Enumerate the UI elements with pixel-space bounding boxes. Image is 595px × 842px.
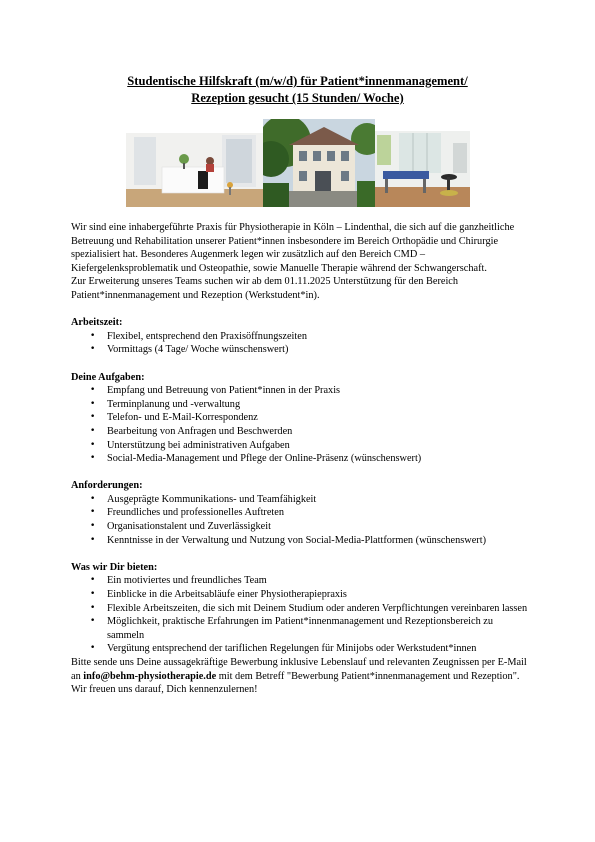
list-item: • Einblicke in die Arbeitsabläufe einer Physiotherapiepraxis xyxy=(71,588,529,602)
list-item: • Flexibel, entsprechend den Praxisöffnungszeiten xyxy=(71,330,529,344)
page-title xyxy=(60,73,535,107)
intro-paragraph-2: Zur Erweiterung unseres Teams suchen wir ab dem 01.11.2025 Unterstützung für den Bereich Patient*innenmanagement und Rezeption (Werkstudent*in). xyxy=(71,276,459,301)
list-item: • Ausgeprägte Kommunikations- und Teamfähigkeit xyxy=(71,493,529,507)
list-item: • Telefon- und E-Mail-Korrespondenz xyxy=(71,411,529,425)
arbeitszeit-list xyxy=(71,330,529,357)
reception-area-photo xyxy=(126,119,263,207)
job-posting-body xyxy=(71,221,529,697)
section-heading-anforderungen: Anforderungen: xyxy=(71,480,143,492)
closing-text-start: Bitte sende uns Deine aussagekräftige Bewerbung inklusive Lebenslauf und relevanten Zeugnissen per E-Mail an xyxy=(71,657,527,682)
anforderungen-list xyxy=(71,493,529,547)
list-item: • Unterstützung bei administrativen Aufgaben xyxy=(71,439,529,453)
list-item: • Social-Media-Management und Pflege der Online-Präsenz (wünschenswert) xyxy=(71,452,529,466)
list-item: • Ein motiviertes und freundliches Team xyxy=(71,574,529,588)
list-item: • Kenntnisse in der Verwaltung und Nutzung von Social-Media-Plattformen (wünschenswert) xyxy=(71,534,529,548)
title-line-1: Studentische Hilfskraft (m/w/d) für Patient*innenmanagement/ xyxy=(127,74,468,88)
list-item: • Terminplanung und -verwaltung xyxy=(71,398,529,412)
list-item: • Organisationstalent und Zuverlässigkeit xyxy=(71,520,529,534)
contact-email[interactable]: info@behm-physiotherapie.de xyxy=(83,670,217,682)
list-item: • Vormittags (4 Tage/ Woche wünschenswert) xyxy=(71,343,529,357)
bieten-list xyxy=(71,574,529,656)
title-line-2: Rezeption gesucht (15 Stunden/ Woche) xyxy=(191,91,404,105)
practice-building-photo xyxy=(263,119,375,207)
section-heading-arbeitszeit: Arbeitszeit: xyxy=(71,317,123,329)
closing-text-end: mit dem Betreff "Bewerbung Patient*innenmanagement und Rezeption". Wir freuen uns darauf, Dich kennenzulernen! xyxy=(71,670,520,696)
aufgaben-list xyxy=(71,384,529,466)
list-item: • Flexible Arbeitszeiten, die sich mit Deinem Studium oder anderen Verpflichtungen vereinbaren lassen xyxy=(71,602,529,616)
list-item: • Vergütung entsprechend der tariflichen Regelungen für Minijobs oder Werkstudent*innen xyxy=(71,642,529,656)
treatment-room-photo xyxy=(375,119,470,207)
list-item: • Bearbeitung von Anfragen und Beschwerden xyxy=(71,425,529,439)
closing-paragraph xyxy=(71,656,529,697)
header-photos xyxy=(126,119,470,207)
section-heading-aufgaben: Deine Aufgaben: xyxy=(71,371,145,383)
section-heading-bieten: Was wir Dir bieten: xyxy=(71,561,158,573)
list-item: • Möglichkeit, praktische Erfahrungen im Patient*innenmanagement und Rezeptionsbereich zu sammeln xyxy=(71,615,529,642)
list-item: • Empfang und Betreuung von Patient*innen in der Praxis xyxy=(71,384,529,398)
intro-paragraph: Wir sind eine inhabergeführte Praxis für Physiotherapie in Köln – Lindenthal, die sich auf die ganzheitliche Betreuung und Rehabilitation unserer Patient*innen insbesondere im Bereich Orthopädie und Chirurgie spezialisiert hat. Besonderes Augenmerk legen wir zusätzlich auf den Bereich CMD – Kiefergelenksproblematik und Osteopathie, sowie Manuelle Therapie während der Schwangerschaft. xyxy=(71,222,515,274)
list-item: • Freundliches und professionelles Auftreten xyxy=(71,506,529,520)
